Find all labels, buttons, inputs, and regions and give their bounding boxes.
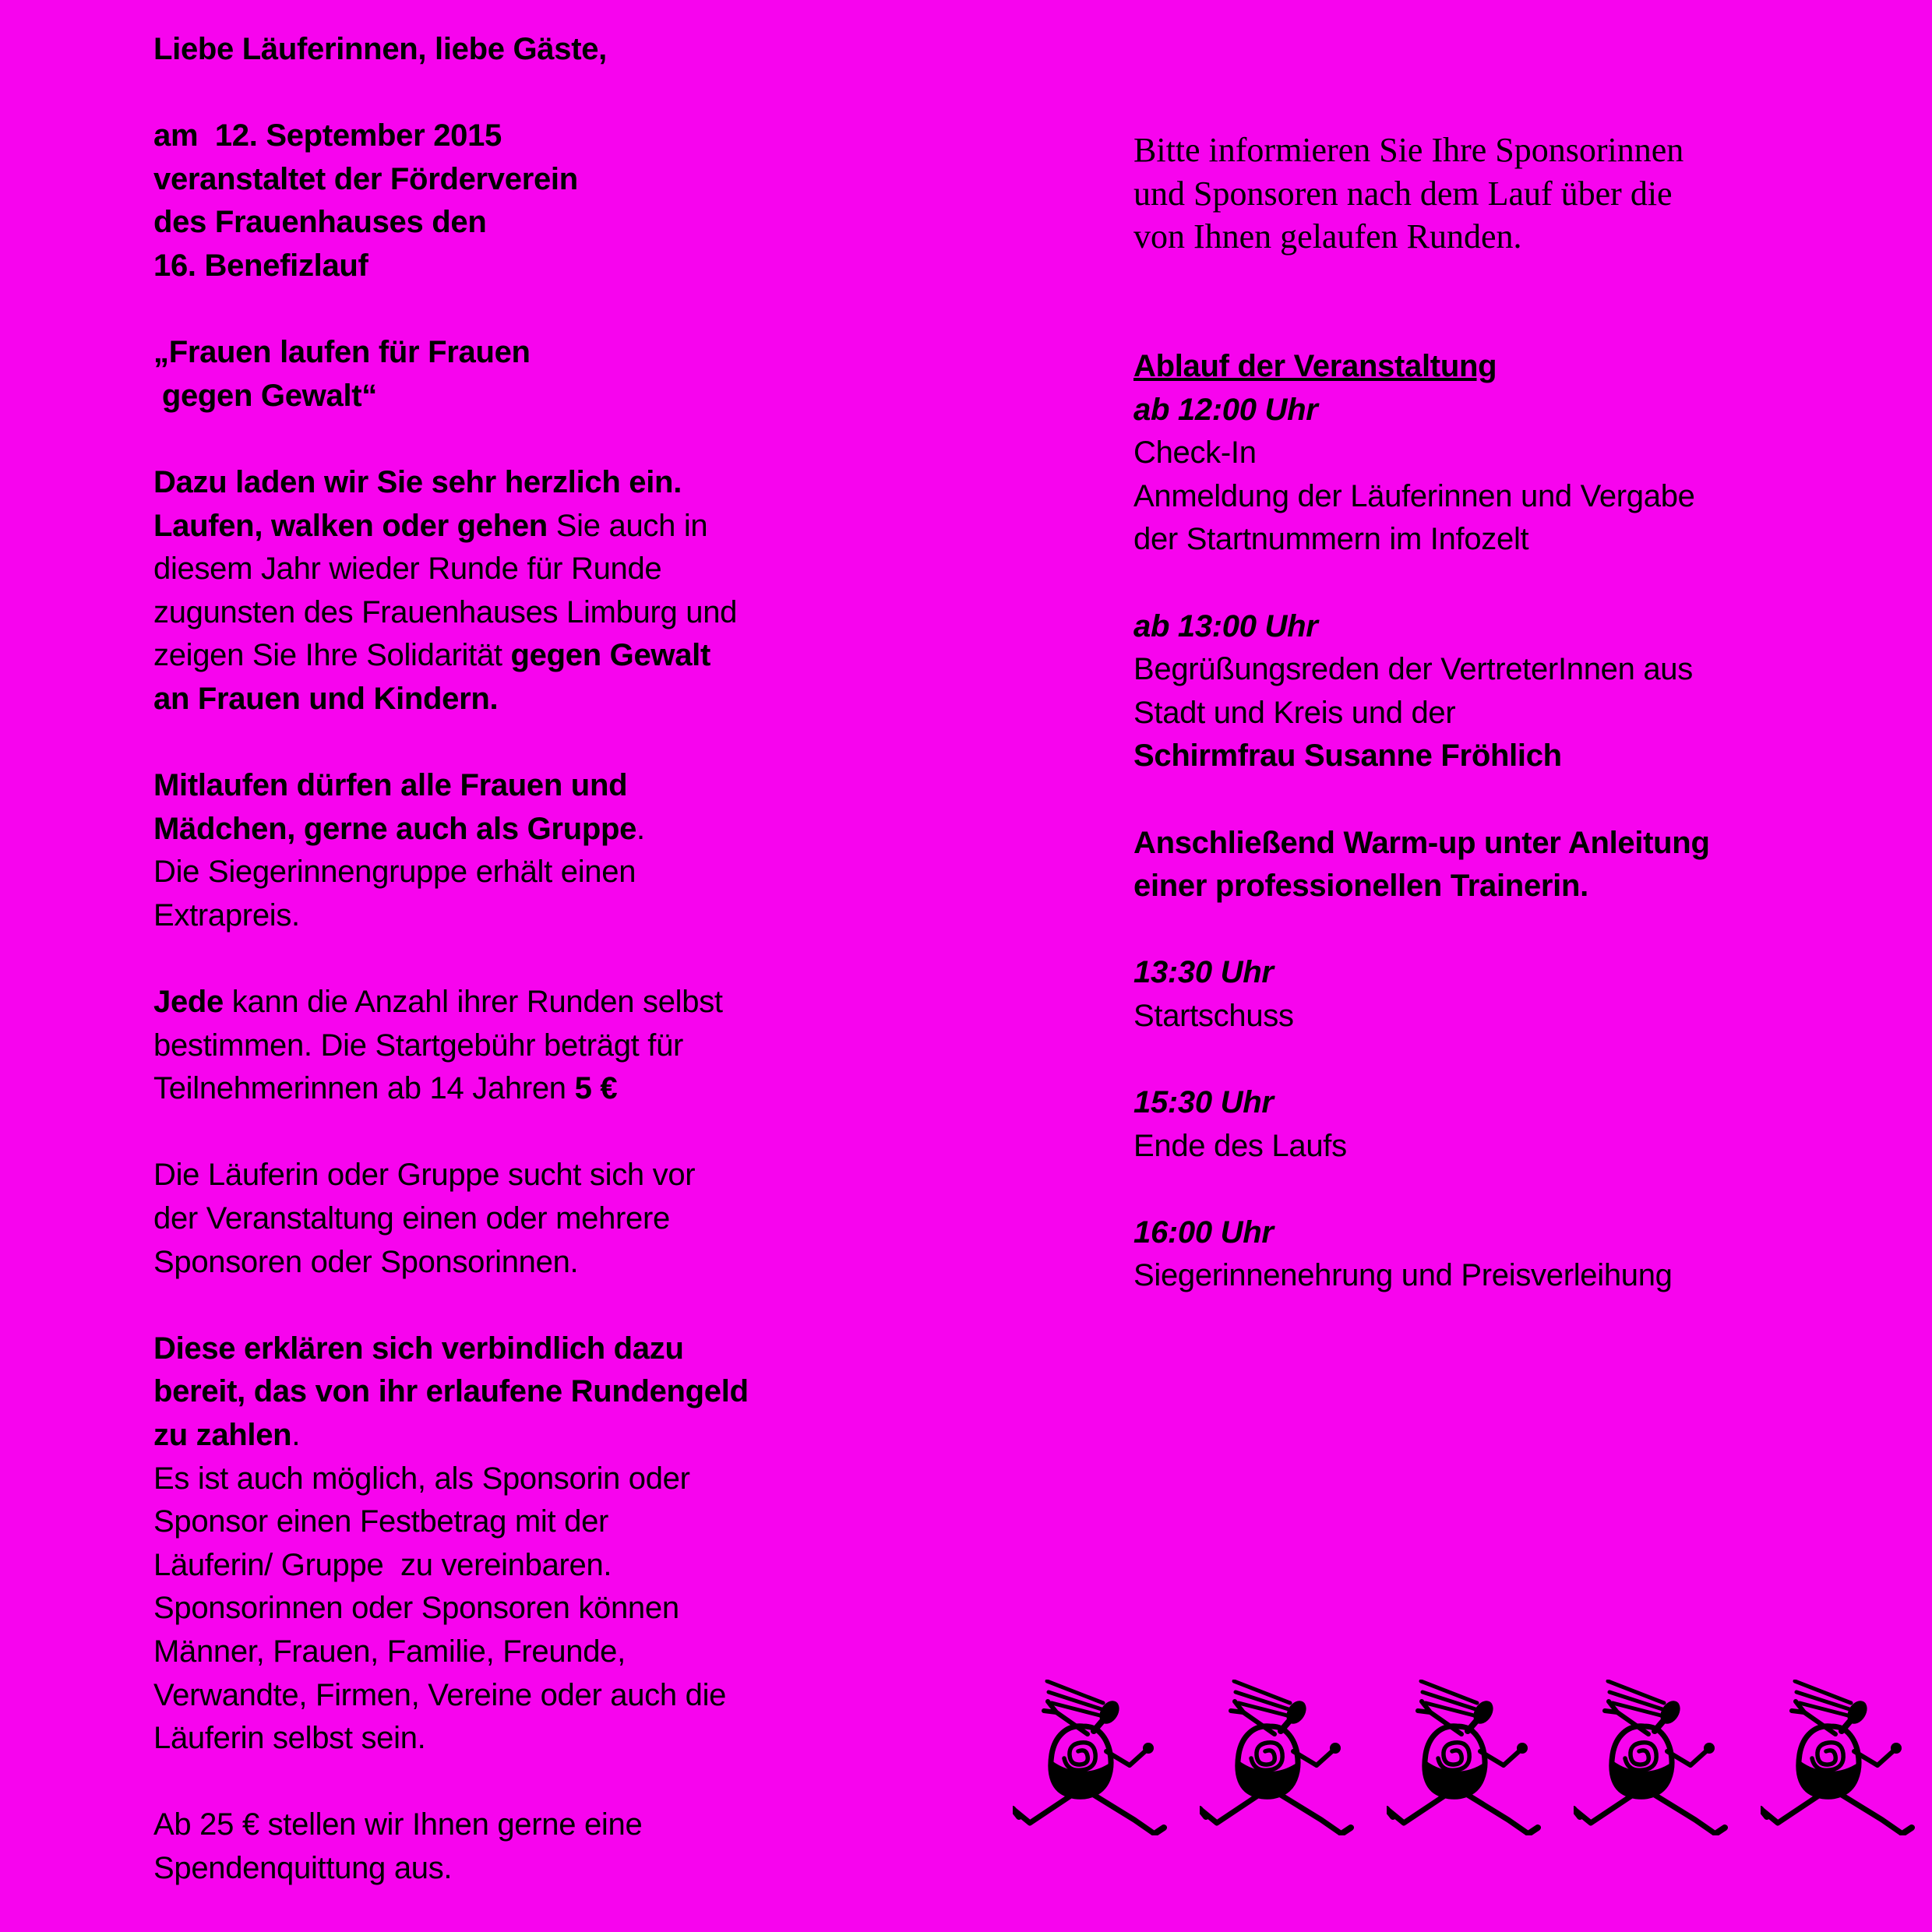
text-line: [153, 678, 749, 721]
text-segment: der Veranstaltung einen oder mehrere: [153, 1201, 670, 1236]
text-segment: Läuferin selbst sein.: [153, 1721, 426, 1756]
text-line: [1133, 1211, 1710, 1255]
text-line: [153, 981, 749, 1024]
text-line: [1133, 518, 1710, 562]
text-segment: am 12. September 2015: [153, 118, 502, 153]
text-line: [1133, 692, 1710, 735]
text-segment: Startschuss: [1133, 998, 1294, 1033]
text-line: [1133, 1254, 1710, 1298]
text-line: [153, 1674, 749, 1718]
text-line: [153, 1500, 749, 1544]
text-line: [153, 1587, 749, 1631]
text-line: [1133, 432, 1710, 475]
text-segment: Extrapreis.: [153, 897, 300, 933]
text-line: [153, 591, 749, 635]
blank-line: [153, 937, 749, 981]
text-line: [1133, 951, 1710, 995]
text-line: [153, 634, 749, 678]
text-line: [1133, 345, 1710, 389]
text-line: [1133, 475, 1710, 519]
text-line: [153, 1241, 749, 1285]
text-segment: Sponsorinnen oder Sponsoren können: [153, 1591, 679, 1626]
right-column: [1133, 129, 1710, 1298]
text-line: [153, 1847, 749, 1891]
text-segment: gegen Gewalt“: [153, 378, 377, 413]
text-line: [1133, 389, 1710, 432]
text-line: [153, 1631, 749, 1674]
kokopelli-runner-icon: [1013, 1680, 1169, 1835]
left-column: [153, 28, 749, 1891]
text-line: [153, 1154, 749, 1197]
text-segment: Begrüßungsreden der VertreterInnen aus: [1133, 652, 1693, 687]
text-segment: Läuferin/ Gruppe zu vereinbaren.: [153, 1547, 612, 1582]
text-line: [153, 245, 749, 288]
text-line: [153, 851, 749, 894]
text-segment: Mitlaufen dürfen alle Frauen und: [153, 768, 628, 803]
text-line: [153, 505, 749, 548]
text-line: [153, 375, 749, 418]
text-segment: Schirmfrau Susanne Fröhlich: [1133, 739, 1562, 774]
text-segment: 16:00 Uhr: [1133, 1215, 1274, 1250]
text-segment: von Ihnen gelaufen Runden.: [1133, 217, 1522, 256]
text-segment: zugunsten des Frauenhauses Limburg und: [153, 594, 738, 629]
text-segment: zeigen Sie Ihre Solidarität: [153, 638, 511, 673]
text-segment: Mädchen, gerne auch als Gruppe: [153, 811, 637, 846]
text-line: [153, 1370, 749, 1414]
kokopelli-runner-icon: [1387, 1680, 1542, 1835]
blank-line: [1133, 1038, 1710, 1081]
text-segment: an Frauen und Kindern.: [153, 681, 499, 716]
text-line: [1133, 172, 1710, 216]
text-line: [153, 1458, 749, 1501]
blank-line: [153, 72, 749, 115]
text-segment: einer professionellen Trainerin.: [1133, 869, 1588, 904]
text-segment: Jede: [153, 985, 224, 1020]
text-line: [1133, 648, 1710, 692]
text-segment: veranstaltet der Förderverein: [153, 161, 578, 196]
text-segment: bestimmen. Die Startgebühr beträgt für: [153, 1028, 684, 1063]
text-line: [153, 1197, 749, 1241]
text-segment: Laufen, walken oder gehen: [153, 508, 548, 543]
text-line: [153, 1067, 749, 1111]
text-segment: ab 13:00 Uhr: [1133, 608, 1318, 643]
text-line: [153, 1024, 749, 1068]
text-line: [1133, 995, 1710, 1038]
text-line: [1133, 735, 1710, 778]
text-segment: der Startnummern im Infozelt: [1133, 522, 1529, 557]
text-segment: Ende des Laufs: [1133, 1128, 1347, 1163]
text-line: [153, 1414, 749, 1458]
text-segment: Sponsor einen Festbetrag mit der: [153, 1504, 609, 1539]
text-line: [153, 894, 749, 938]
text-segment: Stadt und Kreis und der: [1133, 695, 1456, 730]
text-segment: zu zahlen: [153, 1418, 292, 1452]
text-segment: Teilnehmerinnen ab 14 Jahren: [153, 1071, 575, 1106]
text-segment: Es ist auch möglich, als Sponsorin oder: [153, 1461, 690, 1496]
text-segment: 15:30 Uhr: [1133, 1085, 1274, 1120]
blank-line: [153, 1761, 749, 1804]
text-line: [153, 764, 749, 808]
blank-line: [1133, 778, 1710, 822]
blank-line: [153, 721, 749, 765]
text-line: [1133, 822, 1710, 866]
kokopelli-runner-icon: [1761, 1680, 1916, 1835]
text-segment: Ablauf der Veranstaltung: [1133, 348, 1497, 383]
kokopelli-runner-icon: [1574, 1680, 1729, 1835]
text-segment: 16. Benefizlauf: [153, 248, 368, 283]
text-segment: 13:30 Uhr: [1133, 955, 1274, 990]
text-segment: diesem Jahr wieder Runde für Runde: [153, 552, 662, 587]
text-segment: Die Siegerinnengruppe erhält einen: [153, 855, 636, 890]
text-line: [153, 158, 749, 202]
text-segment: Anmeldung der Läuferinnen und Vergabe: [1133, 478, 1695, 513]
text-segment: Bitte informieren Sie Ihre Sponsorinnen: [1133, 131, 1684, 169]
text-segment: des Frauenhauses den: [153, 205, 487, 240]
blank-line: [1133, 908, 1710, 952]
text-segment: ab 12:00 Uhr: [1133, 392, 1318, 427]
blank-line: [153, 1284, 749, 1327]
text-line: [1133, 215, 1710, 259]
text-segment: Sie auch in: [547, 508, 708, 543]
text-line: [153, 1544, 749, 1588]
text-segment: gegen Gewalt: [510, 638, 711, 673]
text-segment: .: [636, 811, 645, 846]
text-line: [1133, 129, 1710, 172]
text-line: [153, 331, 749, 375]
text-segment: Liebe Läuferinnen, liebe Gäste,: [153, 32, 607, 66]
text-line: [153, 461, 749, 505]
text-segment: Dazu laden wir Sie sehr herzlich ein.: [153, 464, 682, 499]
blank-line: [153, 1111, 749, 1155]
text-line: [153, 808, 749, 851]
text-segment: 5 €: [574, 1071, 618, 1106]
text-segment: Anschließend Warm-up unter Anleitung: [1133, 825, 1710, 860]
text-segment: Die Läuferin oder Gruppe sucht sich vor: [153, 1158, 696, 1193]
text-segment: Verwandte, Firmen, Vereine oder auch die: [153, 1677, 727, 1712]
blank-line: [153, 288, 749, 332]
text-segment: bereit, das von ihr erlaufene Rundengeld: [153, 1374, 749, 1409]
text-segment: Siegerinnenehrung und Preisverleihung: [1133, 1258, 1673, 1293]
text-line: [1133, 1125, 1710, 1169]
text-segment: „Frauen laufen für Frauen: [153, 335, 531, 370]
text-line: [1133, 865, 1710, 908]
text-line: [153, 115, 749, 158]
text-segment: .: [291, 1418, 301, 1452]
text-line: [1133, 1081, 1710, 1125]
blank-line: [1133, 562, 1710, 605]
kokopelli-runner-icon: [1200, 1680, 1356, 1835]
text-segment: kann die Anzahl ihrer Runden selbst: [223, 985, 723, 1020]
text-segment: Spendenquittung aus.: [153, 1850, 453, 1885]
blank-line: [1133, 259, 1710, 302]
text-segment: Männer, Frauen, Familie, Freunde,: [153, 1634, 626, 1669]
text-line: [153, 28, 749, 72]
text-segment: und Sponsoren nach dem Lauf über die: [1133, 174, 1673, 213]
text-line: [153, 1327, 749, 1371]
blank-line: [1133, 1168, 1710, 1211]
text-segment: Ab 25 € stellen wir Ihnen gerne eine: [153, 1807, 643, 1842]
text-segment: Check-In: [1133, 435, 1257, 471]
text-segment: Diese erklären sich verbindlich dazu: [153, 1331, 684, 1366]
text-segment: Sponsoren oder Sponsorinnen.: [153, 1244, 579, 1279]
text-line: [153, 201, 749, 245]
text-line: [1133, 605, 1710, 649]
blank-line: [153, 418, 749, 461]
runners-strip: [1013, 1680, 1916, 1835]
text-line: [153, 548, 749, 591]
text-line: [153, 1717, 749, 1761]
text-line: [153, 1803, 749, 1847]
blank-line: [1133, 301, 1710, 345]
